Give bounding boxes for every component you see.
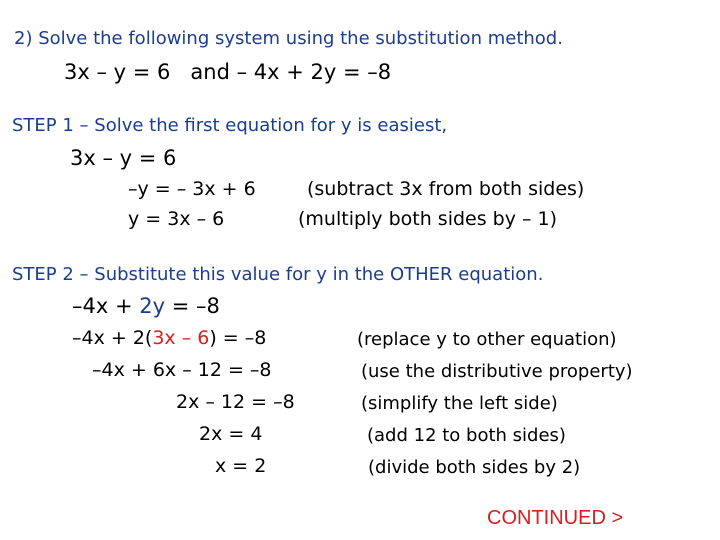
- step2-eq1-right: = –8: [165, 294, 220, 318]
- step1-heading: STEP 1 – Solve the first equation for y is easiest,: [12, 115, 448, 136]
- step2-heading: STEP 2 – Substitute this value for y in the OTHER equation.: [12, 264, 544, 285]
- problem-system: 3x – y = 6 and – 4x + 2y = –8: [64, 60, 392, 84]
- step2-eq1-highlight: 2y: [139, 294, 166, 318]
- step2-equation-5: 2x = 4: [199, 423, 263, 445]
- step2-equation-4: 2x – 12 = –8: [176, 391, 295, 413]
- step2-equation-1: [72, 296, 220, 317]
- step2-eq2-right: ) = –8: [209, 327, 267, 349]
- step1-equation-1: 3x – y = 6: [70, 146, 177, 170]
- step1-note-1: (subtract 3x from both sides): [307, 178, 585, 200]
- step1-equation-3: y = 3x – 6: [128, 208, 225, 230]
- step1-note-2: (multiply both sides by – 1): [298, 208, 558, 230]
- step2-eq1-left: –4x +: [72, 294, 140, 318]
- step2-equation-3: –4x + 6x – 12 = –8: [92, 359, 272, 381]
- problem-heading: 2) Solve the following system using the substitution method.: [14, 28, 563, 49]
- step2-eq2-left: –4x + 2(: [72, 327, 153, 349]
- step2-equation-2: [72, 329, 266, 348]
- step2-note-5: (divide both sides by 2): [368, 457, 581, 478]
- step2-note-1: (replace y to other equation): [357, 329, 617, 350]
- step2-equation-6: x = 2: [215, 455, 267, 477]
- continued-link[interactable]: CONTINUED >: [487, 507, 624, 529]
- step1-equation-2: –y = – 3x + 6: [128, 178, 256, 200]
- step2-note-4: (add 12 to both sides): [367, 425, 566, 446]
- step2-eq2-substituted: 3x – 6: [152, 327, 210, 349]
- step2-note-3: (simplify the left side): [361, 393, 558, 414]
- step2-note-2: (use the distributive property): [361, 361, 633, 382]
